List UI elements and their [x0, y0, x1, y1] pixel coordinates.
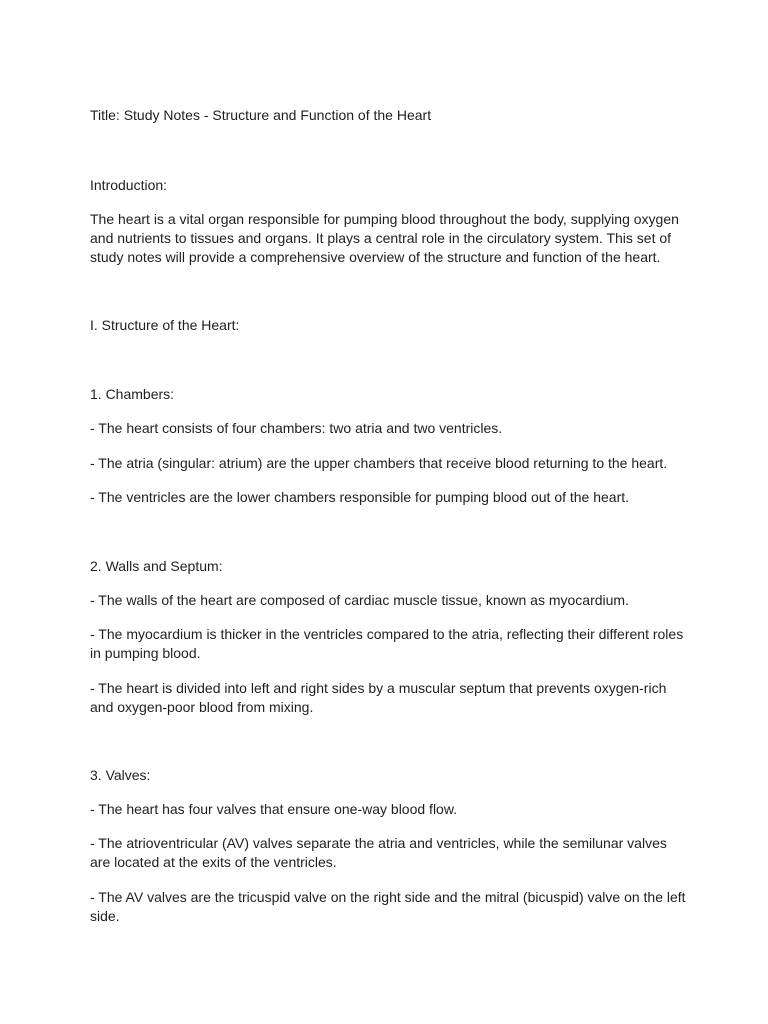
- document-title: Title: Study Notes - Structure and Function of the Heart: [90, 107, 432, 123]
- intro-heading: Introduction:: [90, 177, 168, 193]
- chambers-heading: 1. Chambers:: [90, 386, 175, 402]
- section-structure-heading: I. Structure of the Heart:: [90, 317, 240, 333]
- valves-heading: 3. Valves:: [90, 767, 151, 783]
- chambers-item: - The atria (singular: atrium) are the upper chambers that receive blood returning to the heart.: [90, 455, 668, 471]
- valves-item: - The heart has four valves that ensure one-way blood flow.: [90, 801, 458, 817]
- walls-item: - The walls of the heart are composed of cardiac muscle tissue, known as myocardium.: [90, 592, 629, 608]
- valves-item: - The atrioventricular (AV) valves separate the atria and ventricles, while the semilunar valves are located at the exits of the ventricles.: [90, 835, 667, 870]
- walls-item: - The myocardium is thicker in the ventricles compared to the atria, reflecting their different roles in pumping blood.: [90, 626, 684, 661]
- valves-item: - The AV valves are the tricuspid valve on the right side and the mitral (bicuspid) valve on the left side.: [90, 889, 686, 924]
- intro-paragraph: The heart is a vital organ responsible for pumping blood throughout the body, supplying oxygen and nutrients to tissues and organs. It plays a central role in the circulatory system. This set of study notes will provide a comprehensive overview of the structure and function of the heart.: [90, 211, 679, 265]
- chambers-item: - The ventricles are the lower chambers responsible for pumping blood out of the heart.: [90, 489, 630, 505]
- chambers-item: - The heart consists of four chambers: two atria and two ventricles.: [90, 420, 503, 436]
- walls-heading: 2. Walls and Septum:: [90, 558, 223, 574]
- walls-item: - The heart is divided into left and right sides by a muscular septum that prevents oxygen-rich and oxygen-poor blood from mixing.: [90, 680, 667, 715]
